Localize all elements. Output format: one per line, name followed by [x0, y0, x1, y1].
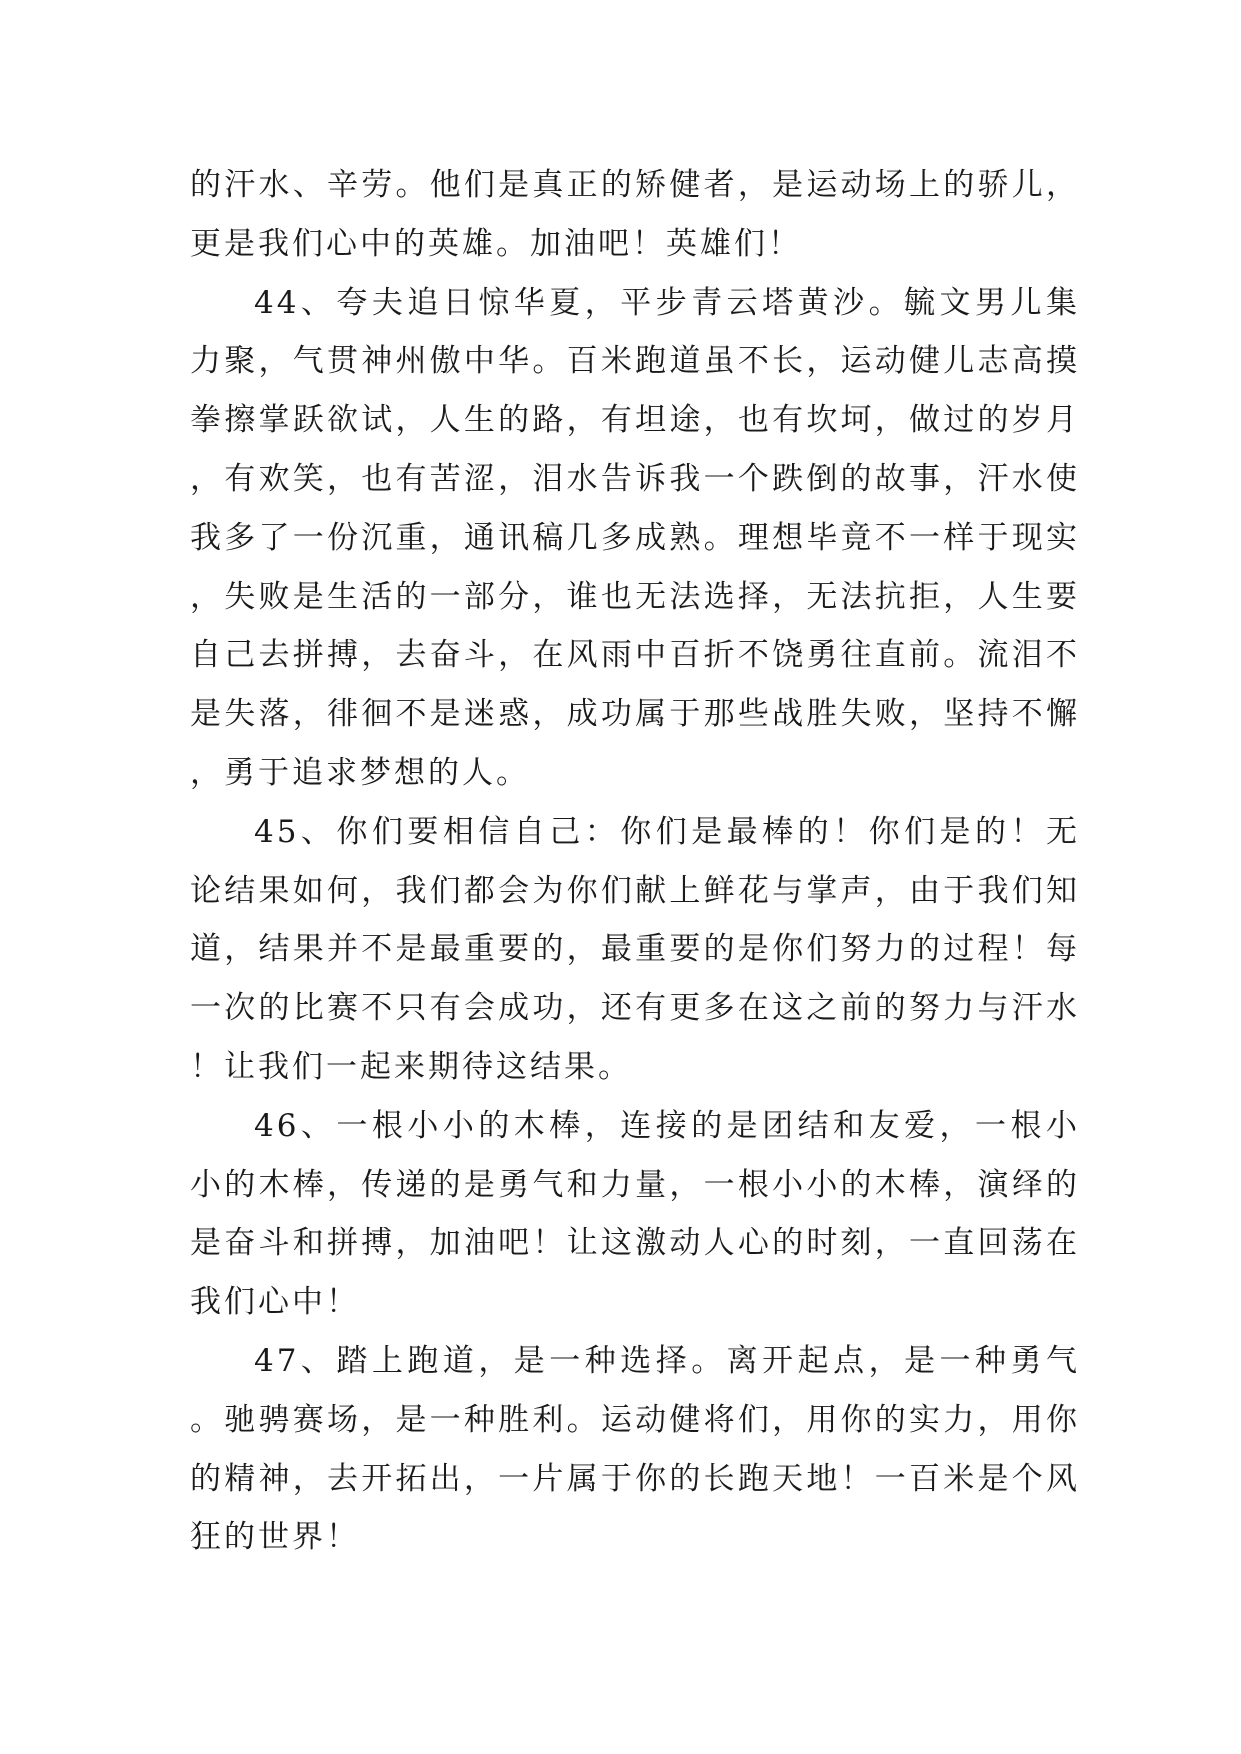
- paragraph-44: 44、夸夫追日惊华夏，平步青云塔黄沙。毓文男儿集力聚，气贯神州傲中华。百米跑道虽不长，运动健儿志高摸拳擦掌跃欲试，人生的路，有坦途，也有坎坷，做过的岁月，有欢笑，也有苦涩，泪水告诉我一个跌倒的故事，汗水使我多了一份沉重，通讯稿几多成熟。理想毕竟不一样于现实，失败是生活的一部分，谁也无法选择，无法抗拒，人生要自己去拼搏，去奋斗，在风雨中百折不饶勇往直前。流泪不是失落，徘徊不是迷惑，成功属于那些战胜失败，坚持不懈，勇于追求梦想的人。: [190, 284, 1080, 791]
- paragraph-45: 45、你们要相信自己：你们是最棒的！你们是的！无论结果如何，我们都会为你们献上鲜花与掌声，由于我们知道，结果并不是最重要的，最重要的是你们努力的过程！每一次的比赛不只有会成功，还有更多在这之前的努力与汗水！让我们一起来期待这结果。: [190, 813, 1080, 1085]
- paragraph-47: 47、踏上跑道，是一种选择。离开起点，是一种勇气。驰骋赛场，是一种胜利。运动健将们，用你的实力，用你的精神，去开拓出，一片属于你的长跑天地！一百米是个风狂的世界！: [190, 1342, 1080, 1556]
- paragraph-46: 46、一根小小的木棒，连接的是团结和友爱，一根小小的木棒，传递的是勇气和力量，一根小小的木棒，演绎的是奋斗和拼搏，加油吧！让这激动人心的时刻，一直回荡在我们心中！: [190, 1107, 1080, 1321]
- paragraph-continuation: 的汗水、辛劳。他们是真正的矫健者，是运动场上的骄儿，更是我们心中的英雄。加油吧！英雄们！: [190, 167, 1080, 262]
- document-body: [190, 156, 1080, 1567]
